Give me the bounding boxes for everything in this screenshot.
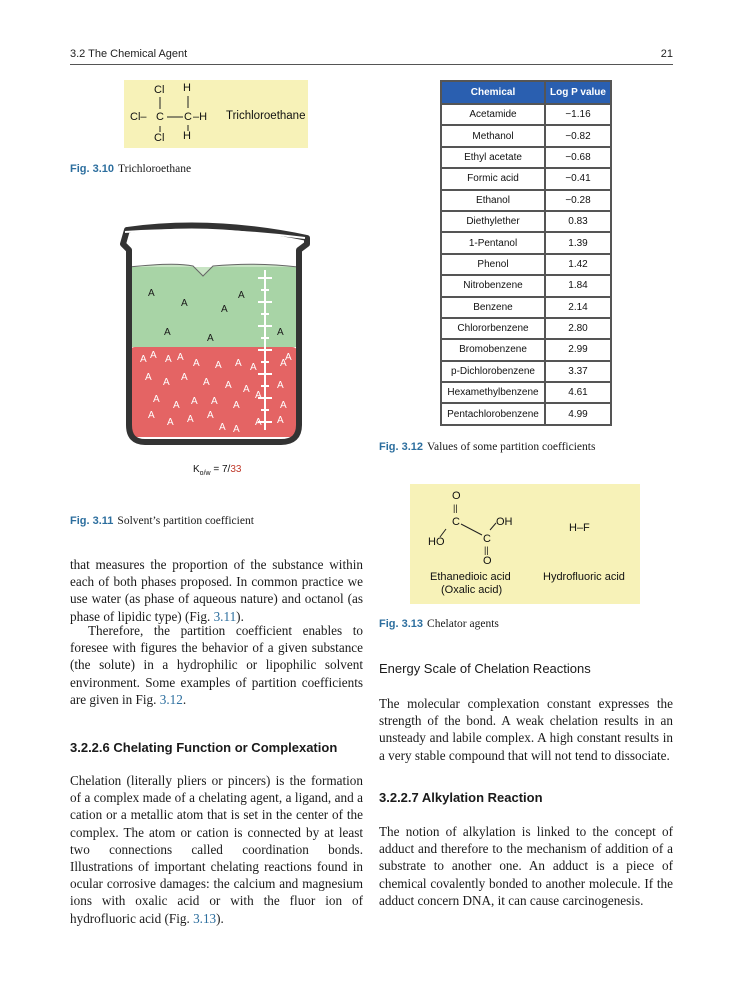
solute-a: A bbox=[187, 414, 194, 425]
hf-name: Hydrofluoric acid bbox=[543, 571, 625, 583]
chemical-cell: Acetamide bbox=[441, 104, 545, 125]
chemical-cell: Methanol bbox=[441, 125, 545, 146]
table-row bbox=[441, 254, 611, 275]
solute-a: A bbox=[219, 422, 226, 433]
para2-end: . bbox=[182, 691, 187, 707]
solute-a: A bbox=[250, 362, 257, 373]
header-rule bbox=[70, 64, 673, 65]
solute-a: A bbox=[255, 417, 262, 428]
chemical-cell: Phenol bbox=[441, 254, 545, 275]
solute-a: A bbox=[235, 358, 242, 369]
table-row bbox=[441, 104, 611, 125]
para3-end: ). bbox=[216, 910, 224, 926]
logp-cell: 1.39 bbox=[545, 232, 611, 253]
para2-text: Therefore, the partition coefficient enables to foresee with figures the behavior of a given substance (the solute) in a hydrophilic or lipophilic solvent environment. Some examples of partition coefficients are given in Fig. bbox=[70, 623, 363, 707]
atom-c1: C bbox=[156, 111, 164, 123]
fig-3-13-caption bbox=[379, 617, 499, 631]
column-header-logp: Log P value bbox=[545, 81, 611, 104]
table-row bbox=[441, 361, 611, 382]
heading-3-2-2-6: 3.2.2.6 Chelating Function or Complexation bbox=[70, 740, 338, 755]
paragraph-chelation bbox=[70, 772, 363, 927]
para1-text: that measures the proportion of the substance within each of both phases proposed. In common practice we use water (as phase of aqueous nature) and octanol (as phase of lipidic type) (Fig. bbox=[70, 557, 363, 624]
solute-a: A bbox=[277, 415, 284, 426]
chemical-cell: 1-Pentanol bbox=[441, 232, 545, 253]
atom-h-top: H bbox=[183, 82, 191, 94]
chemical-cell: Nitrobenzene bbox=[441, 275, 545, 296]
table-row bbox=[441, 232, 611, 253]
fig-3-11-label: Fig. 3.11 bbox=[70, 515, 114, 527]
solute-a: A bbox=[153, 394, 160, 405]
logp-cell: −1.16 bbox=[545, 104, 611, 125]
solute-a: A bbox=[255, 390, 262, 401]
fig-3-11-link[interactable]: 3.11 bbox=[213, 608, 237, 624]
para1-end: ). bbox=[236, 608, 244, 624]
running-head bbox=[70, 48, 673, 64]
solute-a: A bbox=[277, 380, 284, 391]
chemical-cell: Ethyl acetate bbox=[441, 147, 545, 168]
atom-h-bottom: H bbox=[183, 130, 191, 142]
table-row bbox=[441, 190, 611, 211]
solute-a: A bbox=[243, 384, 250, 395]
oxalic-name-line2: (Oxalic acid) bbox=[441, 584, 503, 596]
chemical-cell: Benzene bbox=[441, 297, 545, 318]
solute-a: A bbox=[148, 288, 155, 299]
solute-a: A bbox=[277, 327, 284, 338]
oxalic-c2: C bbox=[483, 533, 491, 545]
logp-cell: 1.42 bbox=[545, 254, 611, 275]
logp-cell: 2.99 bbox=[545, 339, 611, 360]
solute-a: A bbox=[285, 352, 292, 363]
solute-a: A bbox=[177, 352, 184, 363]
solute-a: A bbox=[280, 400, 287, 411]
solute-a: A bbox=[163, 377, 170, 388]
partition-coefficient-table bbox=[440, 80, 612, 426]
fig-3-13-link[interactable]: 3.13 bbox=[193, 910, 217, 926]
table-row bbox=[441, 339, 611, 360]
oxalic-ho: HO bbox=[428, 536, 445, 548]
chemical-cell: Hexamethylbenzene bbox=[441, 382, 545, 403]
heading-3-2-2-7: 3.2.2.7 Alkylation Reaction bbox=[379, 790, 543, 805]
logp-cell: 2.14 bbox=[545, 297, 611, 318]
kow-k: K bbox=[193, 464, 200, 475]
table-row bbox=[441, 382, 611, 403]
kow-denominator: 33 bbox=[230, 464, 242, 475]
column-header-chemical: Chemical bbox=[441, 81, 545, 104]
logp-cell: 4.61 bbox=[545, 382, 611, 403]
kow-subscript: o/w bbox=[199, 470, 211, 477]
page-number: 21 bbox=[660, 48, 673, 60]
table-row bbox=[441, 125, 611, 146]
atom-cl-bottom: Cl bbox=[154, 132, 165, 144]
chemical-cell: Pentachlorobenzene bbox=[441, 403, 545, 424]
paragraph-complexation-constant: The molecular complexation constant expresses the strength of the bond. A weak chelation results in an unsteady and labile complex. A high constant results in a very stable compound that will not tend to dissociate. bbox=[379, 696, 673, 763]
solute-a: A bbox=[148, 410, 155, 421]
section-title: 3.2 The Chemical Agent bbox=[70, 48, 188, 60]
kow-equals: = 7/ bbox=[210, 464, 231, 475]
fig-3-12-link[interactable]: 3.12 bbox=[159, 691, 183, 707]
solute-a: A bbox=[193, 358, 200, 369]
table-row bbox=[441, 147, 611, 168]
solute-a: A bbox=[150, 350, 157, 361]
solute-a: A bbox=[181, 298, 188, 309]
logp-cell: −0.41 bbox=[545, 168, 611, 189]
solute-a: A bbox=[181, 372, 188, 383]
atom-h-right: –H bbox=[193, 111, 208, 123]
solute-a: A bbox=[140, 354, 147, 365]
oxalic-double-bond-bottom: || bbox=[484, 545, 489, 555]
chemical-cell: Formic acid bbox=[441, 168, 545, 189]
solute-a: A bbox=[238, 290, 245, 301]
chemical-cell: Bromobenzene bbox=[441, 339, 545, 360]
logp-cell: 4.99 bbox=[545, 403, 611, 424]
fig-3-11-caption bbox=[70, 514, 254, 528]
logp-cell: 1.84 bbox=[545, 275, 611, 296]
fig-3-12-label: Fig. 3.12 bbox=[379, 441, 424, 453]
table-row bbox=[441, 297, 611, 318]
chemical-cell: Ethanol bbox=[441, 190, 545, 211]
logp-cell: 0.83 bbox=[545, 211, 611, 232]
atom-cl-left: Cl– bbox=[130, 111, 147, 123]
oxalic-o-bottom: O bbox=[483, 555, 492, 567]
fig-3-13-label: Fig. 3.13 bbox=[379, 618, 424, 630]
solute-a: A bbox=[167, 417, 174, 428]
solute-a: A bbox=[203, 377, 210, 388]
para3-text: Chelation (literally pliers or pincers) is the formation of a complex made of a chelating agent, a ligand, and a cation or a metallic atom that is set in the center of the complex. The atom or cation is connected by at least two connections called coordination bonds. Illustrations of important chelating reactions found in ocular corrosive damages: the calcium and magnesium ions with oxalic acid or with the fluor ion of hydrofluoric acid (Fig. bbox=[70, 773, 363, 926]
atom-c2: C bbox=[184, 111, 192, 123]
solute-a: A bbox=[173, 400, 180, 411]
fig-3-11-text: Solvent’s partition coefficient bbox=[117, 515, 254, 527]
oxalic-oh: OH bbox=[496, 516, 513, 528]
fig-3-12-text: Values of some partition coefficients bbox=[427, 441, 596, 453]
chemical-cell: p-Dichlorobenzene bbox=[441, 361, 545, 382]
table-header-row bbox=[441, 81, 611, 104]
beaker-illustration bbox=[115, 220, 315, 445]
solute-a: A bbox=[215, 360, 222, 371]
logp-cell: −0.82 bbox=[545, 125, 611, 146]
fig-3-12-caption bbox=[379, 440, 595, 454]
subheading-energy-scale: Energy Scale of Chelation Reactions bbox=[379, 661, 591, 676]
oxalic-name-line1: Ethanedioic acid bbox=[430, 571, 511, 583]
solute-a: A bbox=[165, 354, 172, 365]
logp-cell: 2.80 bbox=[545, 318, 611, 339]
chemical-cell: Chlororbenzene bbox=[441, 318, 545, 339]
hf-formula: H–F bbox=[569, 522, 590, 534]
paragraph-partition bbox=[70, 556, 363, 625]
fig-3-13-text: Chelator agents bbox=[427, 618, 499, 630]
chemical-cell: Diethylether bbox=[441, 211, 545, 232]
logp-cell: 3.37 bbox=[545, 361, 611, 382]
solute-a: A bbox=[233, 400, 240, 411]
atom-cl-top: Cl bbox=[154, 84, 165, 96]
oxalic-o-top: O bbox=[452, 490, 461, 502]
table-row bbox=[441, 275, 611, 296]
solute-a: A bbox=[207, 333, 214, 344]
table-row bbox=[441, 318, 611, 339]
compound-name: Trichloroethane bbox=[226, 110, 306, 122]
table-row bbox=[441, 403, 611, 424]
logp-cell: −0.28 bbox=[545, 190, 611, 211]
fig-3-10-text: Trichloroethane bbox=[118, 163, 192, 175]
solute-a: A bbox=[233, 424, 240, 435]
oxalic-c1: C bbox=[452, 516, 460, 528]
oxalic-double-bond-top: || bbox=[453, 503, 458, 513]
solute-a: A bbox=[164, 327, 171, 338]
solute-a: A bbox=[221, 304, 228, 315]
solute-a: A bbox=[207, 410, 214, 421]
fig-3-10-label: Fig. 3.10 bbox=[70, 163, 115, 175]
kow-label bbox=[193, 464, 241, 477]
table-row bbox=[441, 168, 611, 189]
solute-a: A bbox=[225, 380, 232, 391]
solute-a: A bbox=[211, 396, 218, 407]
solute-a: A bbox=[145, 372, 152, 383]
solute-a: A bbox=[280, 358, 287, 369]
logp-cell: −0.68 bbox=[545, 147, 611, 168]
paragraph-alkylation: The notion of alkylation is linked to the concept of adduct and therefore to the mechanism of addition of a substrate to another one. An adduct is a piece of chemical covalently bonded to another molecule. If the adduct concern DNA, it can cause carcinogenesis. bbox=[379, 824, 673, 908]
solute-a: A bbox=[191, 396, 198, 407]
table-row bbox=[441, 211, 611, 232]
paragraph-therefore bbox=[70, 622, 363, 708]
fig-3-10-caption bbox=[70, 162, 191, 176]
